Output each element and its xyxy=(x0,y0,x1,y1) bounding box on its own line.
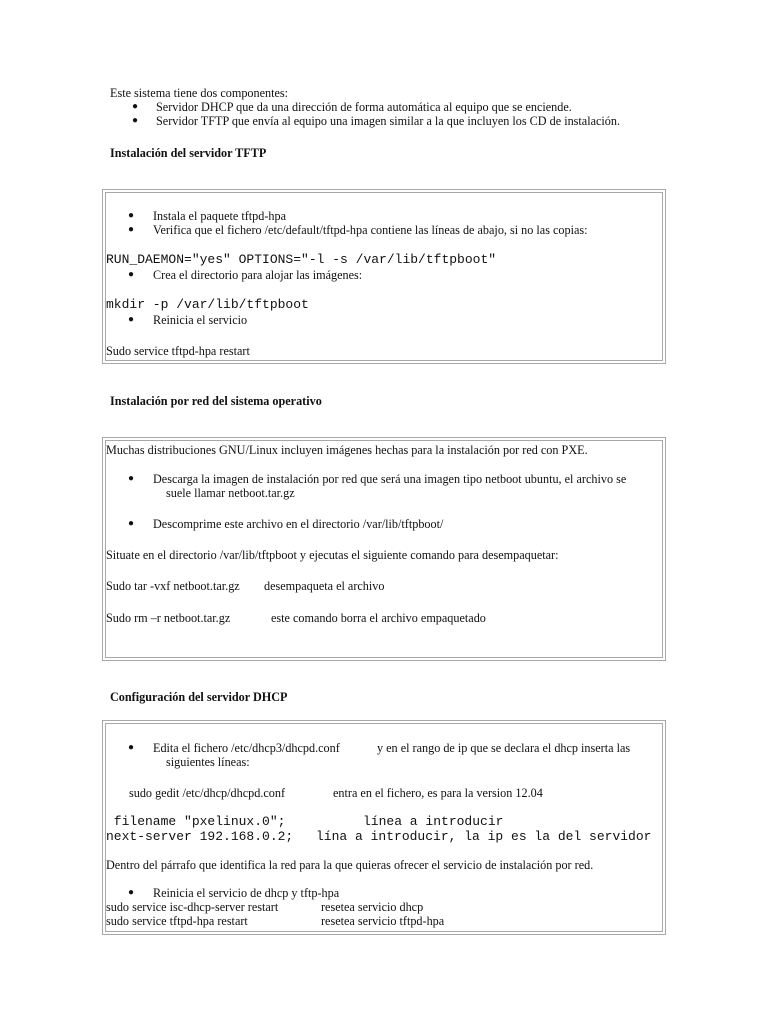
dhcp-gedit-command: sudo gedit /etc/dhcp/dhcpd.conf xyxy=(129,786,286,800)
dhcp-restart-tftpd: sudo service tftpd-hpa restart xyxy=(106,914,248,928)
tftp-step-mkdir: Crea el directorio para alojar las imágenes: xyxy=(153,268,363,282)
dhcp-restart-isc-note: resetea servicio dhcp xyxy=(321,900,424,914)
bullet-icon: ● xyxy=(128,742,135,753)
dhcp-restart-isc: sudo service isc-dhcp-server restart xyxy=(106,900,279,914)
bullet-icon: ● xyxy=(128,269,135,280)
red-step-download-cont: suele llamar netboot.tar.gz xyxy=(166,486,295,500)
tftp-mkdir-code: mkdir -p /var/lib/tftpboot xyxy=(106,297,309,312)
heading-dhcp: Configuración del servidor DHCP xyxy=(110,690,288,704)
dhcp-restart-tftpd-note: resetea servicio tftpd-hpa xyxy=(321,914,445,928)
red-step-download: Descarga la imagen de instalación por red que será una imagen tipo netboot ubuntu, el archivo se xyxy=(153,472,627,486)
bullet-icon: ● xyxy=(132,101,139,112)
red-rm-note: este comando borra el archivo empaquetado xyxy=(271,611,486,625)
dhcp-nextserver-note: lína a introducir, la ip es la del servidor xyxy=(316,829,652,844)
tftp-step-restart: Reinicia el servicio xyxy=(153,313,248,327)
bullet-icon: ● xyxy=(128,473,135,484)
red-situate: Situate en el directorio /var/lib/tftpboot y ejecutas el siguiente comando para desempaquetar: xyxy=(106,548,559,562)
dhcp-filename-note: línea a introducir xyxy=(363,814,504,829)
dhcp-filename-code: filename "pxelinux.0"; xyxy=(106,814,286,829)
bullet-icon: ● xyxy=(128,887,135,898)
red-tar-note: desempaqueta el archivo xyxy=(264,579,385,593)
bullet-icon: ● xyxy=(128,224,135,235)
dhcp-step-edit-cont: y en el rango de ip que se declara el dhcp inserta las xyxy=(377,741,631,755)
tftp-step-install: Instala el paquete tftpd-hpa xyxy=(153,209,286,223)
bullet-icon: ● xyxy=(128,518,135,529)
red-rm-command: Sudo rm –r netboot.tar.gz xyxy=(106,611,231,625)
dhcp-step-edit: Edita el fichero /etc/dhcp3/dhcpd.conf xyxy=(153,741,340,755)
intro-text: Este sistema tiene dos componentes: xyxy=(110,86,289,100)
dhcp-step-restart: Reinicia el servicio de dhcp y tftp-hpa xyxy=(153,886,340,900)
bullet-icon: ● xyxy=(132,115,139,126)
tftp-config-code: RUN_DAEMON="yes" OPTIONS="-l -s /var/lib/tftpboot" xyxy=(106,252,497,267)
tftp-restart-command: Sudo service tftpd-hpa restart xyxy=(106,344,250,358)
red-intro: Muchas distribuciones GNU/Linux incluyen imágenes hechas para la instalación por red con PXE. xyxy=(106,443,588,457)
dhcp-gedit-note: entra en el fichero, es para la version 12.04 xyxy=(333,786,543,800)
bullet-icon: ● xyxy=(128,314,135,325)
heading-red: Instalación por red del sistema operativo xyxy=(110,394,322,408)
heading-tftp: Instalación del servidor TFTP xyxy=(110,146,267,160)
dhcp-paragraph: Dentro del párrafo que identifica la red para la que quieras ofrecer el servicio de instalación por red. xyxy=(106,858,594,872)
tftp-step-verify: Verifica que el fichero /etc/default/tftpd-hpa contiene las líneas de abajo, si no las copias: xyxy=(153,223,588,237)
red-tar-command: Sudo tar -vxf netboot.tar.gz xyxy=(106,579,240,593)
intro-bullet-tftp: Servidor TFTP que envía al equipo una imagen similar a la que incluyen los CD de instalación. xyxy=(156,114,621,128)
dhcp-step-edit-lines: siguientes líneas: xyxy=(166,755,250,769)
intro-bullet-dhcp: Servidor DHCP que da una dirección de forma automática al equipo que se enciende. xyxy=(156,100,572,114)
red-step-extract: Descomprime este archivo en el directorio /var/lib/tftpboot/ xyxy=(153,517,444,531)
bullet-icon: ● xyxy=(128,210,135,221)
dhcp-nextserver-code: next-server 192.168.0.2; xyxy=(106,829,294,844)
